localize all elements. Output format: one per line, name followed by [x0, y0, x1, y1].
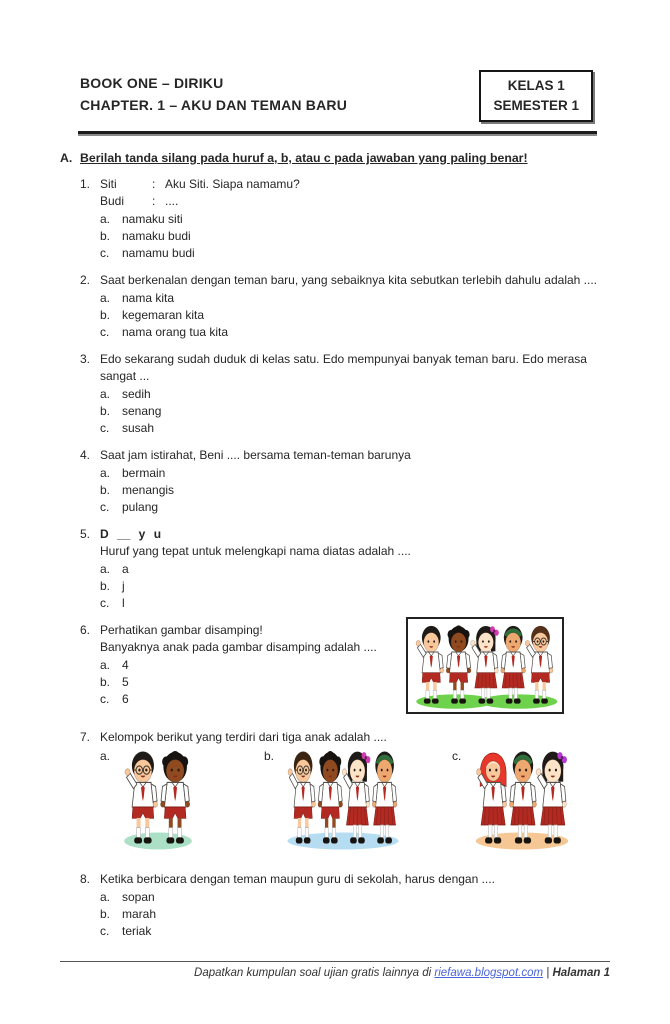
- option-text: namaku siti: [122, 212, 183, 226]
- option-row: [100, 906, 610, 923]
- question-number: 1.: [80, 177, 91, 191]
- option-text: kegemaran kita: [122, 308, 205, 322]
- class-semester-badge: [479, 70, 593, 122]
- option-label: a.: [100, 658, 111, 672]
- option-row: [100, 307, 610, 324]
- dialog-line: [100, 193, 610, 210]
- option-text: 4: [122, 658, 129, 672]
- three-children-illustration: [471, 747, 573, 851]
- option-text: marah: [122, 907, 157, 921]
- option-row: [100, 324, 610, 341]
- picture-option-a: [100, 749, 197, 851]
- option-label: a.: [100, 387, 111, 401]
- question-4: [60, 447, 610, 516]
- section-instruction: Berilah tanda silang pada huruf a, b, atau c pada jawaban yang paling benar!: [80, 151, 528, 165]
- section-a-heading: [60, 151, 610, 165]
- option-text: nama orang tua kita: [122, 325, 229, 339]
- picture-option-c: [452, 749, 573, 851]
- question-text: Edo sekarang sudah duduk di kelas satu. Edo mempunyai banyak teman baru. Edo merasa sangat ...: [100, 352, 587, 383]
- option-label: b.: [100, 229, 111, 243]
- option-label: c.: [100, 246, 110, 260]
- option-row: [100, 420, 610, 437]
- option-text: 5: [122, 675, 129, 689]
- option-label: a.: [100, 291, 111, 305]
- option-text: a: [122, 562, 129, 576]
- option-text: 6: [122, 692, 129, 706]
- question-8: [60, 871, 610, 940]
- option-label: b.: [100, 579, 111, 593]
- option-row: [100, 691, 405, 708]
- option-row: [100, 561, 610, 578]
- footer-link[interactable]: riefawa.blogspot.com: [434, 967, 544, 979]
- question-list: [60, 176, 610, 940]
- picture-options-row: [100, 749, 610, 861]
- option-text: namamu budi: [122, 246, 195, 260]
- question-text: Saat jam istirahat, Beni .... bersama teman-teman barunya: [100, 448, 411, 462]
- option-row: [100, 211, 610, 228]
- page-number: Halaman 1: [552, 967, 610, 979]
- option-text: susah: [122, 421, 155, 435]
- dialog-text: Aku Siti. Siapa namamu?: [165, 177, 300, 191]
- document-title: [60, 72, 347, 116]
- page-footer: [60, 961, 610, 979]
- dialog-speaker: Siti: [100, 177, 117, 191]
- badge-class: KELAS 1: [507, 78, 565, 93]
- title-line-2: CHAPTER. 1 – AKU DAN TEMAN BARU: [80, 97, 348, 113]
- option-label: b.: [100, 483, 111, 497]
- option-row: [100, 482, 610, 499]
- question-6: [60, 622, 610, 719]
- option-label: b.: [100, 907, 111, 921]
- question-number: 6.: [80, 623, 91, 637]
- option-text: menangis: [122, 483, 175, 497]
- question-number: 2.: [80, 273, 91, 287]
- option-text: namaku budi: [122, 229, 191, 243]
- option-label: b.: [100, 675, 111, 689]
- option-row: [100, 578, 610, 595]
- question-number: 4.: [80, 448, 91, 462]
- question-text: Ketika berbicara dengan teman maupun guru di sekolah, harus dengan ....: [100, 872, 495, 886]
- question-6-figure-box: [406, 617, 564, 714]
- picture-option-b: [264, 749, 403, 851]
- option-row: [100, 386, 610, 403]
- option-row: [100, 499, 610, 516]
- option-label: c.: [100, 924, 110, 938]
- option-label: a.: [100, 466, 111, 480]
- question-7: [60, 729, 610, 861]
- two-children-illustration: [119, 747, 197, 851]
- dialog-colon: :: [152, 194, 156, 208]
- option-label: b.: [100, 404, 111, 418]
- option-text: l: [122, 596, 125, 610]
- question-number: 5.: [80, 527, 91, 541]
- document-header: [60, 72, 610, 122]
- option-text: pulang: [122, 500, 159, 514]
- option-label: c.: [100, 596, 110, 610]
- option-row: [100, 465, 610, 482]
- option-row: [100, 403, 610, 420]
- dialog-speaker: Budi: [100, 194, 125, 208]
- option-label: a.: [100, 212, 111, 226]
- option-row: [100, 657, 405, 674]
- option-label: b.: [100, 308, 111, 322]
- dialog-text: ....: [165, 194, 179, 208]
- badge-semester: SEMESTER 1: [493, 98, 579, 113]
- five-children-illustration: [411, 622, 559, 710]
- question-number: 8.: [80, 872, 91, 886]
- question-3: [60, 351, 610, 437]
- question-number: 3.: [80, 352, 91, 366]
- question-text: Banyaknya anak pada gambar disamping adalah ....: [100, 640, 377, 654]
- four-children-illustration: [283, 747, 403, 851]
- question-5: [60, 526, 610, 612]
- section-label: A.: [60, 151, 73, 165]
- option-text: sedih: [122, 387, 151, 401]
- question-1: [60, 176, 610, 262]
- question-number: 7.: [80, 730, 91, 744]
- option-text: j: [122, 579, 125, 593]
- question-2: [60, 272, 610, 341]
- option-text: teriak: [122, 924, 152, 938]
- option-label: a.: [100, 562, 111, 576]
- option-label: c.: [100, 325, 110, 339]
- option-label: c.: [452, 749, 462, 763]
- option-label: b.: [264, 749, 275, 763]
- question-text: Kelompok berikut yang terdiri dari tiga anak adalah ....: [100, 730, 387, 744]
- option-row: [100, 290, 610, 307]
- option-row: [100, 889, 610, 906]
- option-text: sopan: [122, 890, 155, 904]
- option-text: bermain: [122, 466, 166, 480]
- option-label: a.: [100, 890, 111, 904]
- dialog-line: [100, 176, 610, 193]
- question-text: Saat berkenalan dengan teman baru, yang sebaiknya kita sebutkan terlebih dahulu adalah ....: [100, 273, 598, 287]
- option-row: [100, 245, 610, 262]
- question-word-puzzle: D __ y u: [100, 527, 162, 541]
- option-label: c.: [100, 692, 110, 706]
- option-label: c.: [100, 421, 110, 435]
- footer-note: Dapatkan kumpulan soal ujian gratis lainnya di: [194, 967, 435, 979]
- option-row: [100, 228, 610, 245]
- option-label: a.: [100, 749, 111, 763]
- option-text: senang: [122, 404, 162, 418]
- footer-separator: |: [543, 967, 553, 979]
- option-row: [100, 923, 610, 940]
- option-row: [100, 595, 610, 612]
- dialog-colon: :: [152, 177, 156, 191]
- option-row: [100, 674, 405, 691]
- option-text: nama kita: [122, 291, 175, 305]
- title-line-1: BOOK ONE – DIRIKU: [80, 75, 224, 91]
- option-label: c.: [100, 500, 110, 514]
- header-divider: [78, 131, 597, 136]
- question-text: Perhatikan gambar disamping!: [100, 623, 263, 637]
- question-text: Huruf yang tepat untuk melengkapi nama diatas adalah ....: [100, 544, 411, 558]
